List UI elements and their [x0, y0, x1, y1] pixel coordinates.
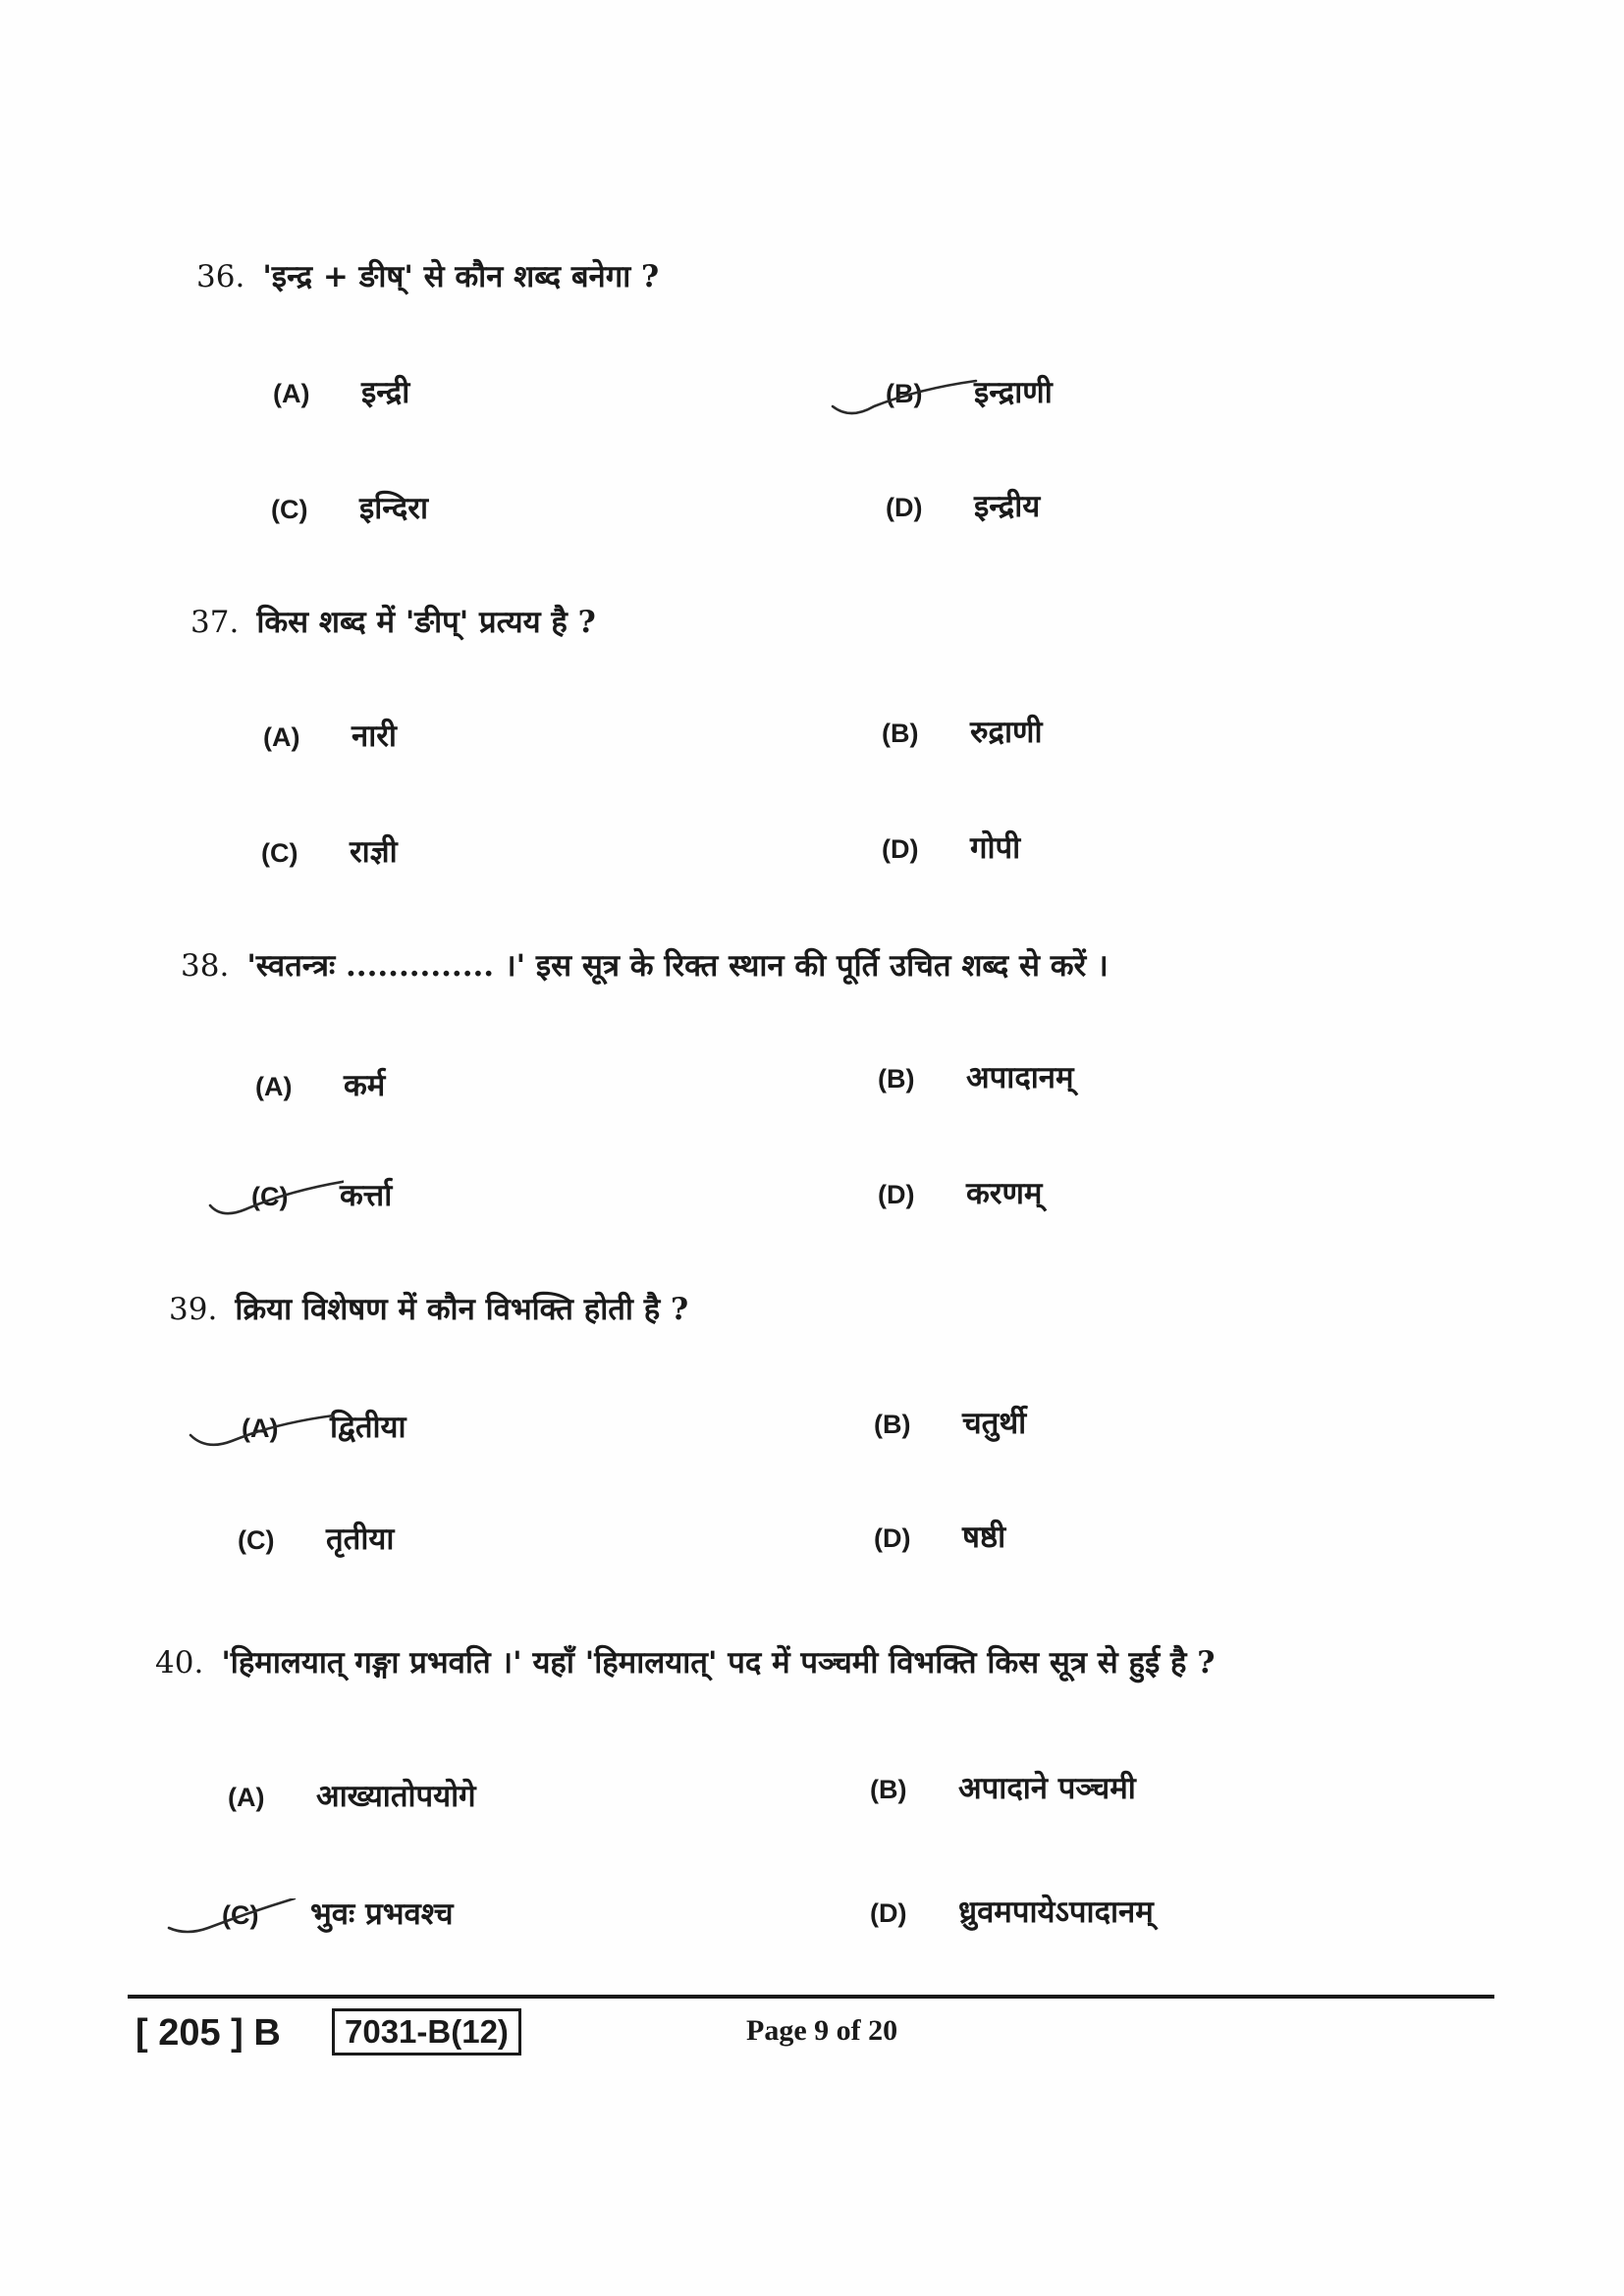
page-number: Page 9 of 20	[746, 2014, 898, 2047]
option-c: (C) इन्दिरा	[271, 491, 428, 526]
option-text: षष्ठी	[962, 1520, 1006, 1555]
option-a: (A) आख्यातोपयोगे	[228, 1779, 476, 1814]
exam-code: [ 205 ] B	[135, 2012, 281, 2054]
option-a: (A) नारी	[263, 719, 397, 754]
question-number: 40.	[155, 1645, 204, 1681]
option-d: (D) षष्ठी	[874, 1520, 1006, 1555]
option-text: अपादानम्	[966, 1060, 1074, 1095]
page-footer	[128, 2006, 1494, 2065]
option-b: (B) इन्द्राणी	[886, 371, 1053, 412]
question-text: क्रिया विशेषण में कौन विभक्ति होती है ?	[235, 1292, 689, 1327]
option-text: भुवः प्रभवश्च	[310, 1896, 454, 1932]
question-text: 'स्वतन्त्रः .............. ।' इस सूत्र के रिक्त स्थान की पूर्ति उचित शब्द से करें ।	[246, 948, 1109, 984]
option-c: (C) राज्ञी	[261, 834, 398, 870]
option-d: (D) इन्द्रीय	[886, 489, 1041, 524]
question-number: 39.	[169, 1292, 218, 1327]
option-a: (A) कर्म	[255, 1068, 386, 1103]
option-b: (B) चतुर्थी	[874, 1406, 1027, 1441]
option-text: आख्यातोपयोगे	[316, 1779, 476, 1814]
question-stem	[155, 1641, 1215, 1682]
option-text: इन्दिरा	[359, 491, 428, 526]
option-text: कर्म	[344, 1068, 386, 1103]
question-text: 'हिमालयात् गङ्गा प्रभवति ।' यहाँ 'हिमालयात्' पद में पञ्चमी विभक्ति किस सूत्र से हुई है ?	[221, 1645, 1216, 1681]
option-text: अपादाने पञ्चमी	[958, 1771, 1136, 1806]
option-text: रुद्राणी	[970, 715, 1043, 750]
option-c: (C) कर्त्ता	[251, 1174, 392, 1215]
option-d: (D) गोपी	[882, 830, 1021, 866]
question-text: 'इन्द्र + ङीष्' से कौन शब्द बनेगा ?	[262, 259, 660, 294]
question-number: 38.	[181, 948, 230, 984]
option-text: द्वितीया	[330, 1410, 406, 1445]
footer-divider	[128, 1995, 1494, 1999]
option-b: (B) अपादाने पञ्चमी	[870, 1771, 1136, 1806]
option-text: तृतीया	[326, 1522, 395, 1557]
question-stem	[196, 255, 659, 296]
question-stem	[181, 944, 1109, 986]
option-text: चतुर्थी	[962, 1406, 1027, 1441]
question-number: 37.	[190, 605, 240, 640]
option-text: इन्द्राणी	[974, 375, 1053, 410]
question-stem	[190, 601, 596, 642]
option-a: (A) इन्द्री	[273, 375, 410, 410]
option-d: (D) करणम्	[878, 1176, 1043, 1211]
paper-code-box: 7031-B(12)	[332, 2008, 521, 2056]
option-a: (A) द्वितीया	[242, 1406, 406, 1447]
question-text: किस शब्द में 'ङीप्' प्रत्यय है ?	[256, 605, 596, 640]
option-text: कर्त्ता	[340, 1178, 393, 1213]
option-b: (B) रुद्राणी	[882, 715, 1043, 750]
option-c: (C) भुवः प्रभवश्च	[222, 1893, 454, 1934]
option-text: ध्रुवमपायेऽपादानम्	[958, 1895, 1154, 1930]
option-text: इन्द्री	[361, 375, 410, 410]
question-number: 36.	[196, 259, 245, 294]
option-text: गोपी	[970, 830, 1021, 866]
option-c: (C) तृतीया	[238, 1522, 395, 1557]
option-b: (B) अपादानम्	[878, 1060, 1074, 1095]
question-stem	[169, 1288, 688, 1329]
option-d: (D) ध्रुवमपायेऽपादानम्	[870, 1895, 1154, 1930]
option-text: नारी	[352, 719, 397, 754]
option-text: इन्द्रीय	[974, 489, 1041, 524]
option-text: राज्ञी	[350, 834, 398, 870]
option-text: करणम्	[966, 1176, 1043, 1211]
